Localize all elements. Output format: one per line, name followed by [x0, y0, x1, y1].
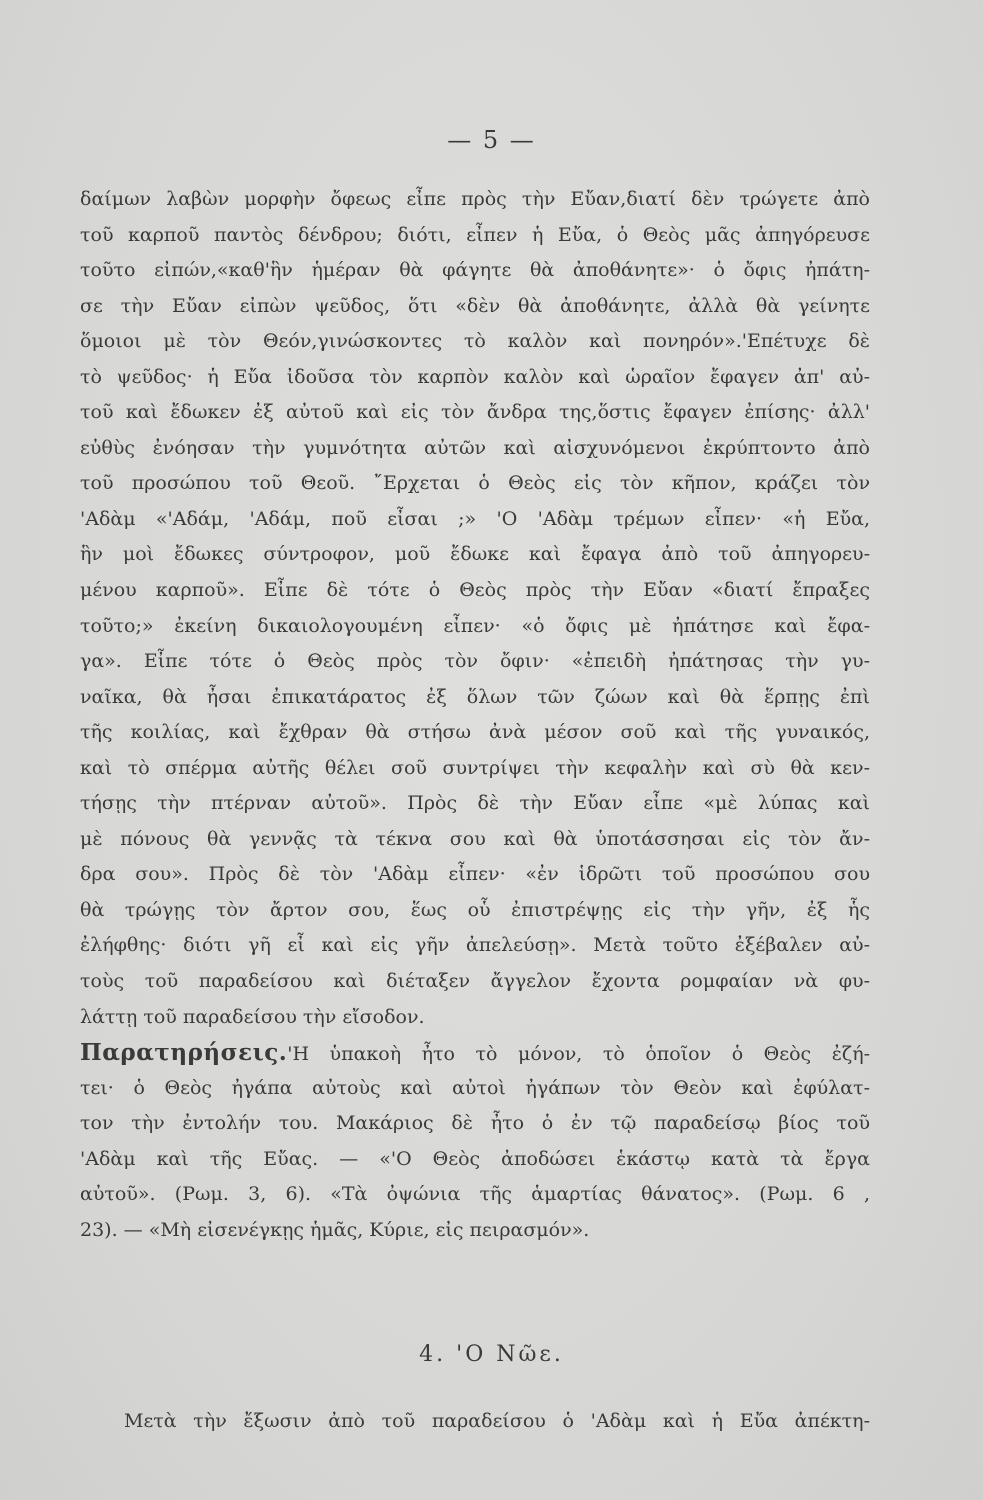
text-line: 'Αδὰμ «'Αδάμ, 'Αδάμ, ποῦ εἶσαι ;» 'Ο 'Αδὰμ τρέμων εἶπεν· «ἡ Εὔα, [80, 507, 870, 530]
text-line: τήσῃς τὴν πτέρναν αὐτοῦ». Πρὸς δὲ τὴν Εὔαν εἶπε «μὲ λύπας καὶ [80, 792, 870, 815]
notes-line: 'Η ὑπακοὴ ἦτο τὸ μόνον, τὸ ὁποῖον ὁ Θεὸς ἐζή- [287, 1043, 870, 1066]
text-line: τοῦ καὶ ἔδωκεν ἐξ αὐτοῦ καὶ εἰς τὸν ἄνδρα της,ὅστις ἔφαγεν ἐπίσης· ἀλλ' [80, 401, 870, 424]
section-title-wrap [0, 1342, 983, 1382]
notes-line: 'Αδὰμ καὶ τῆς Εὔας. — «'Ο Θεὸς ἀποδώσει ἑκάστῳ κατὰ τὰ ἔργα [80, 1147, 870, 1170]
text-line: σε τὴν Εὔαν εἰπὼν ψεῦδος, ὅτι «δὲν θὰ ἀποθάνητε, ἀλλὰ θὰ γείνητε [80, 294, 870, 317]
text-line: γα». Εἶπε τότε ὁ Θεὸς πρὸς τὸν ὄφιν· «ἐπειδὴ ἠπάτησας τὴν γυ- [80, 650, 870, 673]
text-line: τοὺς τοῦ παραδείσου καὶ διέταξεν ἄγγελον ἔχοντα ρομφαίαν νὰ φυ- [80, 970, 870, 993]
notes-heading: Παρατηρήσεις. [80, 1039, 288, 1067]
text-line: τοῦ προσώπου τοῦ Θεοῦ. ῎Ερχεται ὁ Θεὸς εἰς τὸν κῆπον, κράζει τὸν [80, 472, 870, 495]
text-line: Μετὰ τὴν ἔξωσιν ἀπὸ τοῦ παραδείσου ὁ 'Αδὰμ καὶ ἡ Εὔα ἀπέκτη- [124, 1410, 870, 1432]
text-line: εὐθὺς ἐνόησαν τὴν γυμνότητα αὐτῶν καὶ αἰσχυνόμενοι ἐκρύπτοντο ἀπὸ [80, 436, 870, 459]
text-line: δαίμων λαβὼν μορφὴν ὄφεως εἶπε πρὸς τὴν Εὔαν,διατί δὲν τρώγετε ἀπὸ [80, 188, 870, 210]
page-number: — 5 — [447, 126, 536, 154]
text-line: μὲ πόνους θὰ γεννᾷς τὰ τέκνα σου καὶ θὰ ὑποτάσσησαι εἰς τὸν ἄν- [80, 827, 870, 850]
main-text [80, 182, 870, 1248]
text-line: τοῦτο εἰπών,«καθ'ἣν ἡμέραν θὰ φάγητε θὰ ἀποθάνητε»· ὁ ὄφις ἠπάτη- [80, 259, 870, 282]
text-line: μένου καρποῦ». Εἶπε δὲ τότε ὁ Θεὸς πρὸς τὴν Εὔαν «διατί ἔπραξες [80, 579, 870, 602]
text-line: θὰ τρώγῃς τὸν ἄρτον σου, ἕως οὗ ἐπιστρέψῃς εἰς τὴν γῆν, ἐξ ἧς [80, 898, 870, 921]
text-line: τὸ ψεῦδος· ἡ Εὔα ἰδοῦσα τὸν καρπὸν καλὸν καὶ ὡραῖον ἔφαγεν ἀπ' αὐ- [80, 365, 870, 388]
text-line: καὶ τὸ σπέρμα αὐτῆς θέλει σοῦ συντρίψει τὴν κεφαλὴν καὶ σὺ θὰ κεν- [80, 756, 870, 779]
notes-line: αὐτοῦ». (Ρωμ. 3, 6). «Τὰ ὀψώνια τῆς ἁμαρτίας θάνατος». (Ρωμ. 6 , [80, 1183, 870, 1206]
text-line: δρα σου». Πρὸς δὲ τὸν 'Αδὰμ εἶπεν· «ἐν ἱδρῶτι τοῦ προσώπου σου [80, 863, 870, 886]
notes-first-line [80, 1035, 870, 1071]
text-line: ἣν μοὶ ἔδωκες σύντροφον, μοῦ ἔδωκε καὶ ἔφαγα ἀπὸ τοῦ ἀπηγορευ- [80, 543, 870, 566]
final-text [124, 1404, 870, 1440]
notes-line: 23). — «Μὴ εἰσενέγκῃς ἡμᾶς, Κύριε, εἰς πειρασμόν». [80, 1218, 590, 1241]
text-line: τοῦ καρποῦ παντὸς δένδρου; διότι, εἶπεν ἡ Εὔα, ὁ Θεὸς μᾶς ἀπηγόρευσε [80, 223, 870, 246]
text-line: ἐλήφθης· διότι γῆ εἶ καὶ εἰς γῆν ἀπελεύσῃ». Μετὰ τοῦτο ἐξέβαλεν αὐ- [80, 934, 870, 957]
text-line: λάττῃ τοῦ παραδείσου τὴν εἴσοδον. [80, 1005, 425, 1028]
section-title: 4. 'Ο Νῶε. [419, 1342, 564, 1367]
text-line: τοῦτο;» ἐκείνη δικαιολογουμένη εἶπεν· «ὁ ὄφις μὲ ἠπάτησε καὶ ἔφα- [80, 614, 870, 637]
text-line: τῆς κοιλίας, καὶ ἔχθραν θὰ στήσω ἀνὰ μέσον σοῦ καὶ τῆς γυναικός, [80, 721, 870, 744]
notes-line: τει· ὁ Θεὸς ἠγάπα αὐτοὺς καὶ αὐτοὶ ἠγάπων τὸν Θεὸν καὶ ἐφύλατ- [80, 1076, 870, 1099]
text-line: ὅμοιοι μὲ τὸν Θεόν,γινώσκοντες τὸ καλὸν καὶ πονηρόν».'Επέτυχε δὲ [80, 330, 870, 353]
text-line: ναῖκα, θὰ ἦσαι ἐπικατάρατος ἐξ ὅλων τῶν ζώων καὶ θὰ ἕρπῃς ἐπὶ [80, 685, 870, 708]
notes-line: τον τὴν ἐντολήν του. Μακάριος δὲ ἦτο ὁ ἐν τῷ παραδείσῳ βίος τοῦ [80, 1112, 870, 1135]
